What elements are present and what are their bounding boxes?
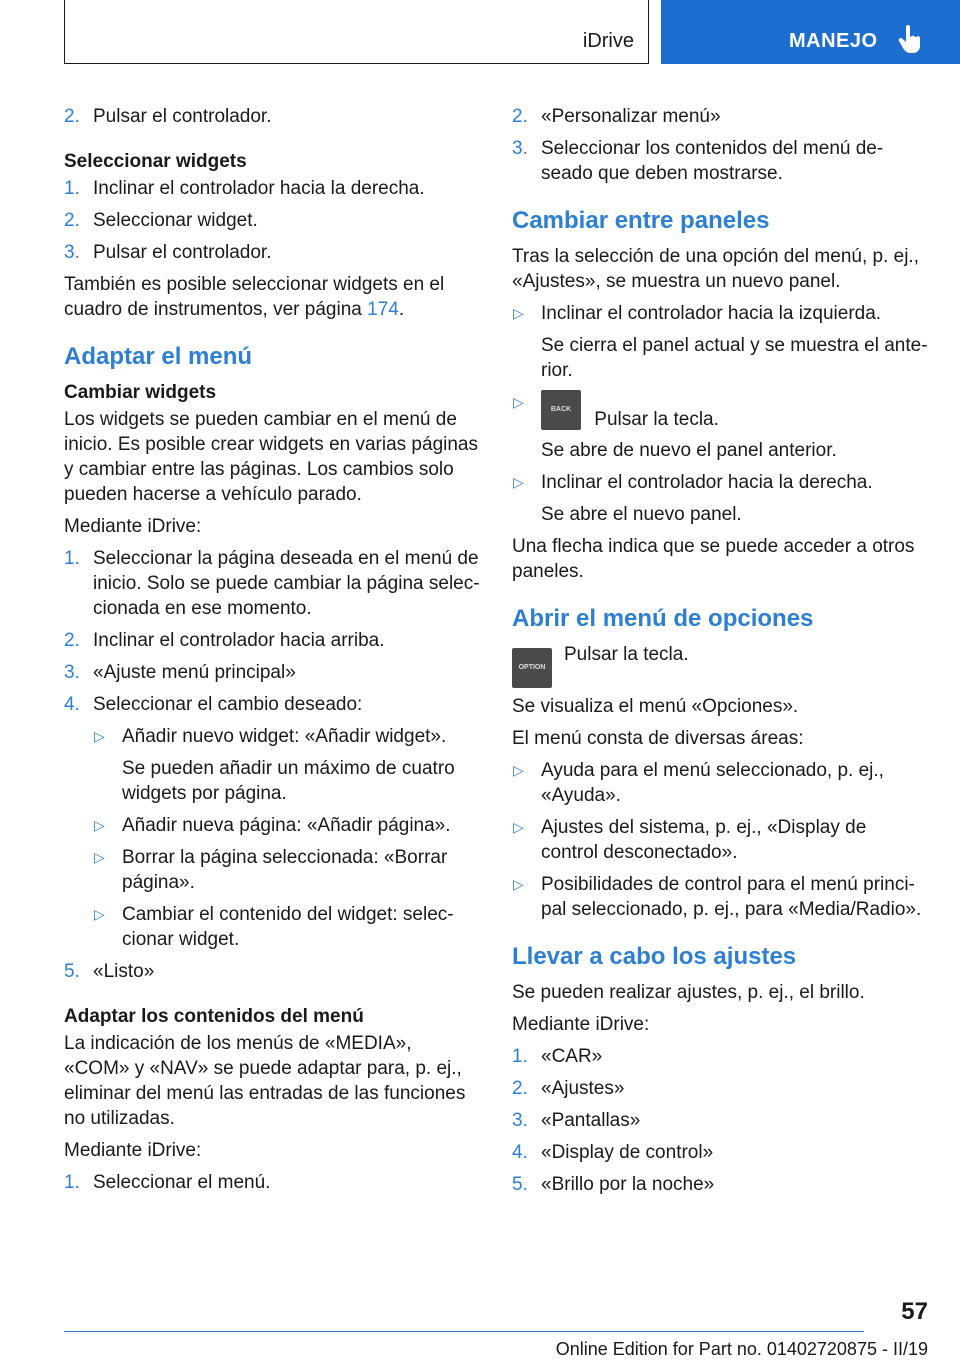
step xyxy=(64,959,480,984)
step-number: 4. xyxy=(512,1142,528,1163)
section-heading-options-menu: Abrir el menú de opciones xyxy=(512,605,814,632)
paragraph xyxy=(64,272,480,322)
step-number: 1. xyxy=(64,1172,80,1193)
paragraph: Mediante iDrive: xyxy=(64,516,202,537)
left-column xyxy=(64,104,480,1202)
bullet-detail: Se abre de nuevo el panel anterior. xyxy=(541,440,837,461)
triangle-bullet-icon: ▷ xyxy=(513,819,524,835)
option-key-icon: OPTION xyxy=(512,648,552,688)
step xyxy=(64,1170,480,1195)
step xyxy=(64,176,480,201)
step-number: 4. xyxy=(64,694,80,715)
step-number: 3. xyxy=(64,662,80,683)
section-heading-adapt-menu: Adaptar el menú xyxy=(64,343,253,370)
page-link[interactable]: 174 xyxy=(367,299,399,320)
triangle-bullet-icon: ▷ xyxy=(513,876,524,892)
step xyxy=(64,104,480,129)
step-text: «Display de control» xyxy=(541,1142,714,1163)
step-text: Seleccionar la página deseada en el menú de inicio. Solo se puede cambiar la página seleccionada en ese momento. xyxy=(93,548,480,619)
step-number: 1. xyxy=(512,1046,528,1067)
bullet-item xyxy=(93,724,480,749)
step xyxy=(512,1044,928,1069)
triangle-bullet-icon: ▷ xyxy=(94,728,105,744)
triangle-bullet-icon: ▷ xyxy=(94,906,105,922)
step-text: Seleccionar los contenidos del menú deseado que deben mostrarse. xyxy=(541,138,884,184)
step-number: 2. xyxy=(64,210,80,231)
bullet-item xyxy=(512,470,928,495)
step xyxy=(64,628,480,653)
paragraph: Los widgets se pueden cambiar en el menú de inicio. Es posible crear widgets en varias páginas y cambiar entre las páginas. Los cambios solo pueden hacerse a vehículo parado. xyxy=(64,409,478,505)
page-header xyxy=(0,0,960,66)
step xyxy=(64,692,480,717)
step-number: 5. xyxy=(64,961,80,982)
paragraph: El menú consta de diversas áreas: xyxy=(512,728,804,749)
step xyxy=(512,104,928,129)
step-text: «Pantallas» xyxy=(541,1110,641,1131)
step-number: 2. xyxy=(64,630,80,651)
right-column xyxy=(512,104,928,1204)
step-number: 3. xyxy=(512,1110,528,1131)
step-text: Seleccionar el menú. xyxy=(93,1172,271,1193)
step-text: Pulsar el controlador. xyxy=(93,242,272,263)
triangle-bullet-icon: ▷ xyxy=(513,762,524,778)
triangle-bullet-icon: ▷ xyxy=(94,849,105,865)
step xyxy=(64,240,480,265)
paragraph: Tras la selección de una opción del menú, p. ej., «Ajustes», se muestra un nuevo panel. xyxy=(512,246,919,292)
step-number: 2. xyxy=(64,106,80,127)
bullet-detail: Se abre el nuevo panel. xyxy=(541,504,742,525)
step-text: «Ajustes» xyxy=(541,1078,625,1099)
triangle-bullet-icon: ▷ xyxy=(513,474,524,490)
bullet-item xyxy=(512,815,928,865)
footer-divider xyxy=(64,1331,864,1332)
step xyxy=(512,1140,928,1165)
bullet-text: Añadir nueva página: «Añadir página». xyxy=(122,815,451,836)
bullet-detail: Se cierra el panel actual y se muestra el anterior. xyxy=(541,335,928,381)
step-number: 3. xyxy=(64,242,80,263)
step xyxy=(64,208,480,233)
step-text: «CAR» xyxy=(541,1046,603,1067)
paragraph: Mediante iDrive: xyxy=(512,1014,650,1035)
subheading-adapt-contents: Adaptar los contenidos del menú xyxy=(64,1006,364,1027)
hand-pointer-icon xyxy=(897,24,923,54)
step-text: «Personalizar menú» xyxy=(541,106,721,127)
step-text: «Listo» xyxy=(93,961,155,982)
bullet-item xyxy=(93,902,480,952)
option-key-row xyxy=(512,642,928,688)
step xyxy=(512,136,928,186)
step-text: Inclinar el controlador hacia la derecha. xyxy=(93,178,425,199)
section-label: iDrive xyxy=(582,30,634,52)
chapter-tab-label: MANEJO xyxy=(789,30,878,52)
bullet-text: Ayuda para el menú seleccionado, p. ej., «Ayuda». xyxy=(541,760,884,806)
step-number: 1. xyxy=(64,178,80,199)
bullet-text: Pulsar la tecla. xyxy=(594,409,719,430)
step-number: 2. xyxy=(512,1078,528,1099)
subheading-change-widgets: Cambiar widgets xyxy=(64,382,217,403)
chapter-tab[interactable] xyxy=(661,0,960,64)
paragraph-text: También es posible seleccionar widgets en el cuadro de instrumentos, ver página xyxy=(64,274,445,320)
step-number: 3. xyxy=(512,138,528,159)
bullet-item xyxy=(93,845,480,895)
paragraph: Mediante iDrive: xyxy=(64,1140,202,1161)
triangle-bullet-icon: ▷ xyxy=(94,817,105,833)
paragraph: Se visualiza el menú «Opciones». xyxy=(512,696,799,717)
bullet-item xyxy=(93,813,480,838)
page-number: 57 xyxy=(901,1298,928,1325)
bullet-text: Posibilidades de control para el menú principal seleccionado, p. ej., para «Media/Radio». xyxy=(541,874,922,920)
section-heading-settings: Llevar a cabo los ajustes xyxy=(512,943,797,970)
bullet-text: Inclinar el controlador hacia la izquierda. xyxy=(541,303,882,324)
paragraph-text: . xyxy=(398,299,405,320)
step xyxy=(64,660,480,685)
edition-note: Online Edition for Part no. 01402720875 - II/19 xyxy=(555,1339,928,1359)
step-text: Seleccionar el cambio deseado: xyxy=(93,694,363,715)
step-text: «Brillo por la noche» xyxy=(541,1174,715,1195)
step xyxy=(512,1172,928,1197)
section-box xyxy=(64,0,649,64)
back-key-icon: BACK xyxy=(541,390,581,430)
bullet-text: Cambiar el contenido del widget: seleccionar widget. xyxy=(122,904,454,950)
bullet-text: Añadir nuevo widget: «Añadir widget». xyxy=(122,726,447,747)
nested-bullets xyxy=(93,724,480,952)
bullet-item xyxy=(512,390,928,430)
paragraph: La indicación de los menús de «MEDIA», «COM» y «NAV» se puede adaptar para, p. ej., eliminar del menú las entradas de las funciones no utilizadas. xyxy=(64,1033,466,1129)
step-text: «Ajuste menú principal» xyxy=(93,662,296,683)
bullet-item xyxy=(512,758,928,808)
step-number: 1. xyxy=(64,548,80,569)
step-number: 5. xyxy=(512,1174,528,1195)
step-number: 2. xyxy=(512,106,528,127)
bullet-text: Ajustes del sistema, p. ej., «Display de control desconectado». xyxy=(541,817,867,863)
step xyxy=(64,546,480,621)
step xyxy=(512,1076,928,1101)
paragraph: Una flecha indica que se puede acceder a otros paneles. xyxy=(512,536,915,582)
subheading-select-widgets: Seleccionar widgets xyxy=(64,151,247,172)
paragraph: Se pueden realizar ajustes, p. ej., el brillo. xyxy=(512,982,865,1003)
step-text: Inclinar el controlador hacia arriba. xyxy=(93,630,385,651)
section-heading-switch-panels: Cambiar entre paneles xyxy=(512,207,770,234)
bullet-text: Inclinar el controlador hacia la derecha. xyxy=(541,472,873,493)
bullet-item xyxy=(512,301,928,326)
bullet-text: Borrar la página seleccionada: «Borrar página». xyxy=(122,847,448,893)
step xyxy=(512,1108,928,1133)
option-press-text: Pulsar la tecla. xyxy=(564,644,689,665)
bullet-detail: Se pueden añadir un máximo de cuatro widgets por página. xyxy=(122,758,455,804)
step-text: Pulsar el controlador. xyxy=(93,106,272,127)
triangle-bullet-icon: ▷ xyxy=(513,394,524,410)
bullet-item xyxy=(512,872,928,922)
step-text: Seleccionar widget. xyxy=(93,210,258,231)
triangle-bullet-icon: ▷ xyxy=(513,305,524,321)
